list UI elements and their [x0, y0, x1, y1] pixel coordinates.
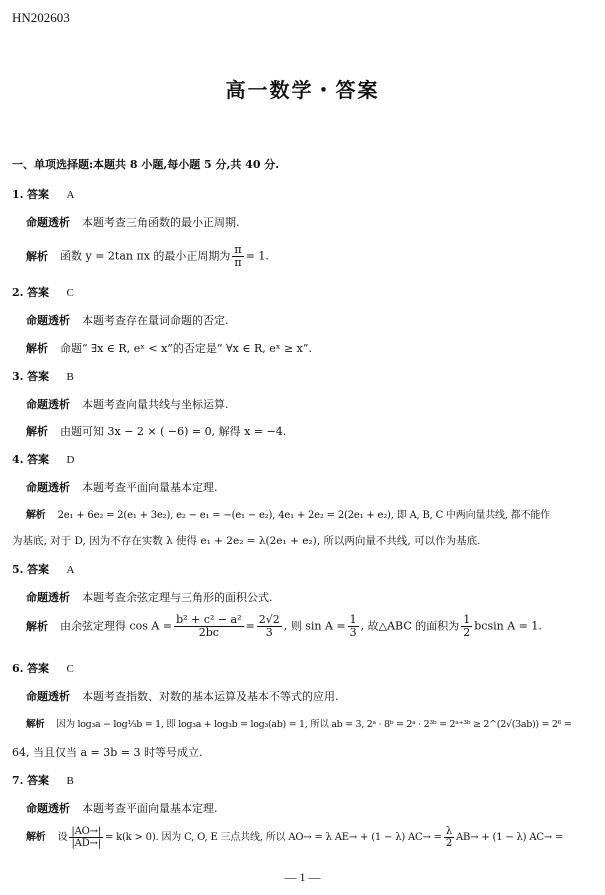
- solution-text: 函数 y = 2tan πx 的最小正周期为: [60, 249, 231, 263]
- answer-value: B: [66, 775, 74, 787]
- question-number: 5.: [12, 563, 24, 576]
- question-6-header: [12, 660, 74, 676]
- question-number: 4.: [12, 453, 24, 466]
- fraction-denominator: 3: [349, 626, 357, 640]
- question-2-solution: [26, 340, 312, 356]
- fraction: [348, 614, 359, 639]
- section-heading: 一、单项选择题:本题共 8 小题,每小题 5 分,共 40 分.: [12, 158, 280, 171]
- question-7-solution: [26, 826, 563, 849]
- question-2-focus: [26, 312, 229, 328]
- solution-text: =: [245, 619, 255, 633]
- fraction: [444, 826, 454, 849]
- answer-value: C: [66, 287, 74, 299]
- question-4-focus: [26, 479, 218, 495]
- focus-text: 本题考查存在量词命题的否定.: [82, 314, 229, 327]
- fraction-denominator: 2: [445, 838, 453, 849]
- question-number: 2.: [12, 286, 24, 299]
- solution-text: 由余弦定理得 cos A =: [60, 619, 173, 633]
- question-3-focus: [26, 396, 229, 412]
- focus-text: 本题考查指数、对数的基本运算及基本不等式的应用.: [82, 690, 339, 703]
- answer-label: 答案: [26, 286, 49, 299]
- question-4-solution-continued: 为基底, 对于 D, 因为不存在实数 λ 使得 e₁ + 2e₂ = λ(2e₁ + e₂), 所以两向量不共线, 可以作为基底.: [12, 535, 481, 547]
- answer-label: 答案: [26, 662, 49, 675]
- solution-label: 解析: [26, 619, 48, 633]
- focus-label: 命题透析: [26, 802, 70, 815]
- question-4-header: [12, 451, 74, 467]
- focus-label: 命题透析: [26, 216, 70, 229]
- solution-text: AB→ + (1 − λ) AC→ =: [456, 832, 564, 843]
- focus-label: 命题透析: [26, 481, 70, 494]
- answer-value: B: [66, 371, 74, 383]
- question-6-focus: [26, 688, 339, 704]
- fraction-denominator: π: [234, 256, 242, 270]
- solution-label: 解析: [26, 342, 48, 355]
- focus-label: 命题透析: [26, 314, 70, 327]
- solution-label: 解析: [26, 249, 48, 263]
- fraction-numerator: π: [234, 243, 242, 256]
- question-number: 6.: [12, 662, 24, 675]
- fraction: [174, 614, 243, 639]
- solution-text: 命题“ ∃x ∈ R, eˣ < x”的否定是“ ∀x ∈ R, eˣ ≥ x”.: [60, 342, 312, 355]
- answer-value: A: [66, 189, 75, 201]
- fraction-denominator: 3: [265, 626, 273, 640]
- fraction-denominator: |AD→|: [71, 838, 101, 849]
- question-5-header: [12, 561, 74, 577]
- solution-text: = k(k > 0). 因为 C, O, E 三点共线, 所以 AO→ = λ AE→ + (1 − λ) AC→ =: [104, 832, 442, 843]
- solution-text: , 则 sin A =: [283, 619, 346, 633]
- question-1-focus: [26, 214, 240, 230]
- question-1-solution: [26, 244, 269, 269]
- question-3-header: [12, 368, 74, 384]
- fraction-denominator: 2bc: [198, 626, 219, 640]
- solution-text: , 故△ABC 的面积为: [360, 619, 460, 633]
- fraction: [232, 244, 243, 269]
- answer-label: 答案: [26, 188, 49, 201]
- question-number: 7.: [12, 774, 24, 787]
- focus-text: 本题考查平面向量基本定理.: [82, 802, 218, 815]
- question-3-solution: [26, 423, 286, 439]
- answer-label: 答案: [26, 370, 49, 383]
- fraction: [461, 614, 472, 639]
- answer-label: 答案: [26, 453, 49, 466]
- fraction: [257, 614, 282, 639]
- question-7-header: [12, 772, 74, 788]
- fraction-denominator: 2: [463, 626, 471, 640]
- solution-label: 解析: [26, 425, 48, 438]
- answer-value: D: [66, 454, 75, 466]
- answer-value: A: [66, 564, 75, 576]
- focus-label: 命题透析: [26, 591, 70, 604]
- solution-label: 解析: [26, 510, 46, 521]
- solution-text: 由题可知 3x − 2 × ( −6) = 0, 解得 x = −4.: [60, 425, 287, 438]
- focus-text: 本题考查平面向量基本定理.: [82, 481, 218, 494]
- solution-text: 设: [57, 832, 68, 843]
- solution-text: = 1.: [245, 249, 269, 263]
- answer-label: 答案: [26, 563, 49, 576]
- solution-label: 解析: [26, 832, 46, 843]
- fraction-numerator: b² + c² − a²: [176, 613, 242, 626]
- solution-text: 因为 log₃a − log⅓b = 1, 即 log₃a + log₃b = log₃(ab) = 1, 所以 ab = 3, 2ᵃ · 8ᵇ = 2ᵃ · 2³ᵇ = 2ᵃ⁺³ᵇ ≥ 2^(2√(3ab)) = 2⁶ =: [56, 719, 572, 730]
- question-7-focus: [26, 800, 218, 816]
- fraction-numerator: 1: [349, 613, 357, 626]
- question-5-focus: [26, 589, 273, 605]
- solution-text: 2e₁ + 6e₂ = 2(e₁ + 3e₂), e₂ − e₁ = −(e₁ − e₂), 4e₁ + 2e₂ = 2(2e₁ + e₂), 即 A, B, C 中两向量共线, 都不能作: [57, 510, 550, 521]
- page-number: — 1 —: [284, 870, 321, 884]
- document-id: HN202603: [12, 10, 70, 25]
- question-number: 3.: [12, 370, 24, 383]
- solution-label: 解析: [26, 719, 45, 730]
- solution-text: bcsin A = 1.: [474, 619, 542, 633]
- focus-text: 本题考查向量共线与坐标运算.: [82, 398, 229, 411]
- focus-label: 命题透析: [26, 398, 70, 411]
- focus-label: 命题透析: [26, 690, 70, 703]
- question-5-solution: [26, 614, 542, 639]
- fraction-numerator: 2√2: [258, 613, 280, 626]
- page-title: 高一数学・答案: [225, 78, 380, 102]
- focus-text: 本题考查余弦定理与三角形的面积公式.: [82, 591, 273, 604]
- fraction-numerator: |AO→|: [71, 826, 101, 837]
- question-number: 1.: [12, 188, 24, 201]
- answer-label: 答案: [26, 774, 49, 787]
- question-4-solution: [26, 506, 550, 521]
- fraction-numerator: λ: [444, 826, 454, 838]
- fraction: [69, 826, 103, 849]
- question-6-solution: [26, 716, 572, 730]
- answer-value: C: [66, 663, 74, 675]
- question-1-header: [12, 186, 74, 202]
- fraction-numerator: 1: [463, 613, 471, 626]
- question-2-header: [12, 284, 74, 300]
- focus-text: 本题考查三角函数的最小正周期.: [82, 216, 240, 229]
- question-6-solution-continued: 64, 当且仅当 a = 3b = 3 时等号成立.: [12, 746, 203, 759]
